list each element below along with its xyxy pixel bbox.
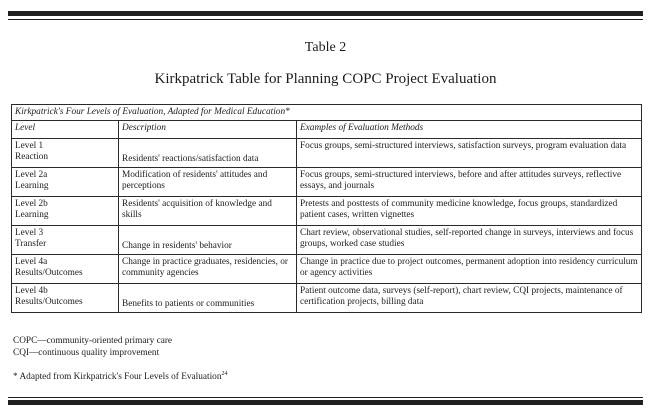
level-name: Learning <box>15 210 49 220</box>
level-name: Learning <box>15 181 49 191</box>
level-name: Results/Outcomes <box>15 268 83 278</box>
methods-cell: Patient outcome data, surveys (self-report), chart review, CQI projects, maintenance of certification projects, billing data <box>297 284 642 313</box>
footnote-reference: 24 <box>221 371 228 377</box>
kirkpatrick-table <box>11 104 642 313</box>
description-cell: Change in practice graduates, residencies, or community agencies <box>119 255 297 284</box>
table-caption: Kirkpatrick's Four Levels of Evaluation, Adapted for Medical Education* <box>12 105 642 121</box>
abbreviation-cqi: CQI—continuous quality improvement <box>13 348 160 358</box>
header-methods: Examples of Evaluation Methods <box>297 121 642 139</box>
table-row <box>12 139 642 168</box>
level-label: Level 2a <box>15 170 48 180</box>
methods-cell: Pretests and posttests of community medicine knowledge, focus groups, standardized patient cases, written vignettes <box>297 197 642 226</box>
table-row <box>12 226 642 255</box>
table-row <box>12 255 642 284</box>
level-label: Level 2b <box>15 199 48 209</box>
bottom-rule-thin <box>8 397 643 398</box>
caption-row <box>12 105 642 121</box>
methods-cell: Focus groups, semi-structured interviews, before and after attitudes surveys, reflective essays, and journals <box>297 168 642 197</box>
table-row <box>12 197 642 226</box>
methods-cell: Change in practice due to project outcomes, permanent adoption into residency curriculum or agency activities <box>297 255 642 284</box>
level-label: Level 1 <box>15 141 44 151</box>
level-cell <box>12 197 119 226</box>
bottom-rule-thick <box>8 400 643 405</box>
footnote-text: * Adapted from Kirkpatrick's Four Levels of Evaluation <box>13 372 222 383</box>
header-description: Description <box>119 121 297 139</box>
description-cell: Change in residents' behavior <box>119 226 297 255</box>
footnote <box>13 371 227 382</box>
level-cell <box>12 139 119 168</box>
level-name: Reaction <box>15 152 49 162</box>
methods-cell: Chart review, observational studies, self-reported change in surveys, interviews and focus groups, worked case studies <box>297 226 642 255</box>
level-cell <box>12 168 119 197</box>
header-row <box>12 121 642 139</box>
table-row <box>12 284 642 313</box>
description-cell: Residents' acquisition of knowledge and skills <box>119 197 297 226</box>
description-cell: Modification of residents' attitudes and perceptions <box>119 168 297 197</box>
abbreviation-copc: COPC—community-oriented primary care <box>13 336 173 346</box>
level-cell <box>12 284 119 313</box>
methods-cell: Focus groups, semi-structured interviews, satisfaction surveys, program evaluation data <box>297 139 642 168</box>
header-level: Level <box>12 121 119 139</box>
description-cell: Residents' reactions/satisfaction data <box>119 139 297 168</box>
table-row <box>12 168 642 197</box>
top-rule-thick <box>8 11 643 16</box>
top-rule-thin <box>8 19 643 20</box>
level-name: Results/Outcomes <box>15 297 83 307</box>
level-label: Level 4b <box>15 286 48 296</box>
description-cell: Benefits to patients or communities <box>119 284 297 313</box>
level-label: Level 4a <box>15 257 48 267</box>
table-number: Table 2 <box>304 40 347 55</box>
level-cell <box>12 226 119 255</box>
table-title: Kirkpatrick Table for Planning COPC Project Evaluation <box>154 71 497 87</box>
level-name: Transfer <box>15 239 47 249</box>
level-label: Level 3 <box>15 228 44 238</box>
level-cell <box>12 255 119 284</box>
